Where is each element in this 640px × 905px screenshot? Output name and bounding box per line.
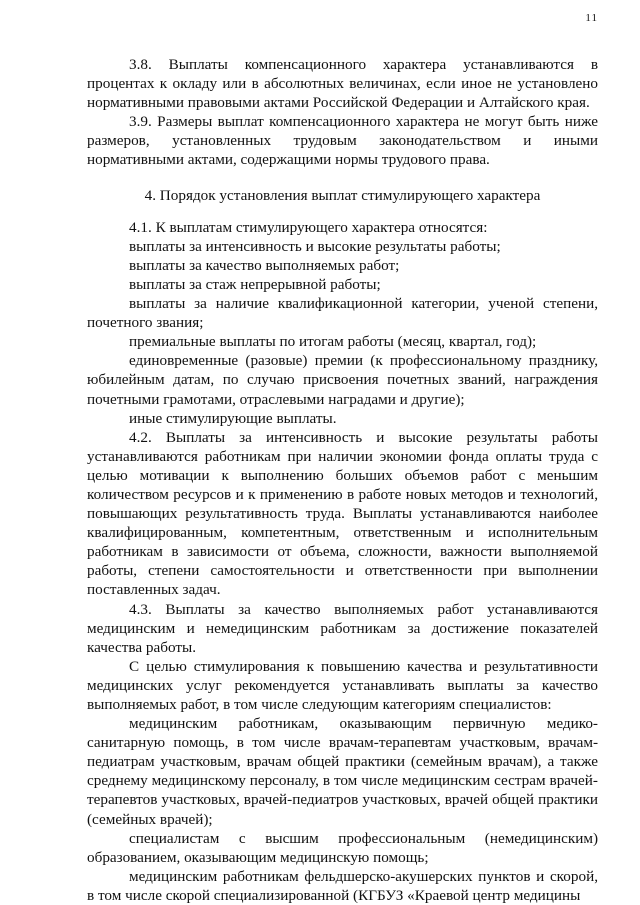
section-heading: 4. Порядок установления выплат стимулирующего характера <box>144 186 541 204</box>
paragraph-quality-intro: С целью стимулирования к повышению качества и результативности медицинских услуг рекомендуется устанавливать выплаты за качество выполняемых работ, в том числе следующим категориям специалистов: <box>87 657 598 713</box>
list-item: выплаты за наличие квалификационной категории, ученой степени, почетного звания; <box>87 295 598 332</box>
paragraph-4-1: 4.1. К выплатам стимулирующего характера относятся: <box>129 218 488 236</box>
list-item: выплаты за интенсивность и высокие результаты работы; <box>129 237 501 255</box>
document-body <box>87 55 598 905</box>
paragraph-4-2: 4.2. Выплаты за интенсивность и высокие результаты работы устанавливаются работникам при наличии экономии фонда оплаты труда с целью мотивации к выполнению больших объемов работ с меньшим количеством ресурсов и к применению в работе новых методов и технологий, повышающих результативность труда. Выплаты устанавливаются наиболее квалифицированным, компетентным, ответственным и исполнительным работникам в зависимости от объема, сложности, важности выполняемой работы, степени самостоятельности и ответственности при выполнении поставленных задач. <box>87 428 598 599</box>
list-item: единовременные (разовые) премии (к профессиональному празднику, юбилейным датам, по случаю присвоения почетных званий, награждения почетными грамотами, отраслевыми наградами и другие); <box>87 352 598 408</box>
list-item: выплаты за стаж непрерывной работы; <box>129 275 381 293</box>
page-number: 11 <box>585 12 598 24</box>
paragraph-3-9: 3.9. Размеры выплат компенсационного характера не могут быть ниже размеров, установленных трудовым законодательством и иными нормативными актами, содержащими нормы трудового права. <box>87 113 598 169</box>
paragraph-3-8: 3.8. Выплаты компенсационного характера устанавливаются в процентах к окладу или в абсолютных величинах, если иное не установлено нормативными правовыми актами Российской Федерации и Алтайского края. <box>87 56 598 112</box>
list-item: иные стимулирующие выплаты. <box>129 409 337 427</box>
list-item: премиальные выплаты по итогам работы (месяц, квартал, год); <box>129 333 537 351</box>
paragraph-specialists: специалистам с высшим профессиональным (немедицинским) образованием, оказывающим медицинскую помощь; <box>87 829 598 866</box>
paragraph-primary-care: медицинским работникам, оказывающим первичную медико-санитарную помощь, в том числе врачам-терапевтам участковым, врачам-педиатрам участковым, врачам общей практики (семейным врачам), а также среднему медицинскому персоналу, в том числе медицинским сестрам врачей-терапевтов участковых, врачей-педиатров участковых, врачей общей практики (семейных врачей); <box>87 715 598 828</box>
paragraph-4-3: 4.3. Выплаты за качество выполняемых работ устанавливаются медицинским и немедицинским работникам за достижение показателей качества работы. <box>87 600 598 656</box>
list-item: выплаты за качество выполняемых работ; <box>129 256 400 274</box>
paragraph-fap-ambulance: медицинским работникам фельдшерско-акушерских пунктов и скорой, в том числе скорой специализированной (КГБУЗ «Краевой центр медицины <box>87 867 598 904</box>
